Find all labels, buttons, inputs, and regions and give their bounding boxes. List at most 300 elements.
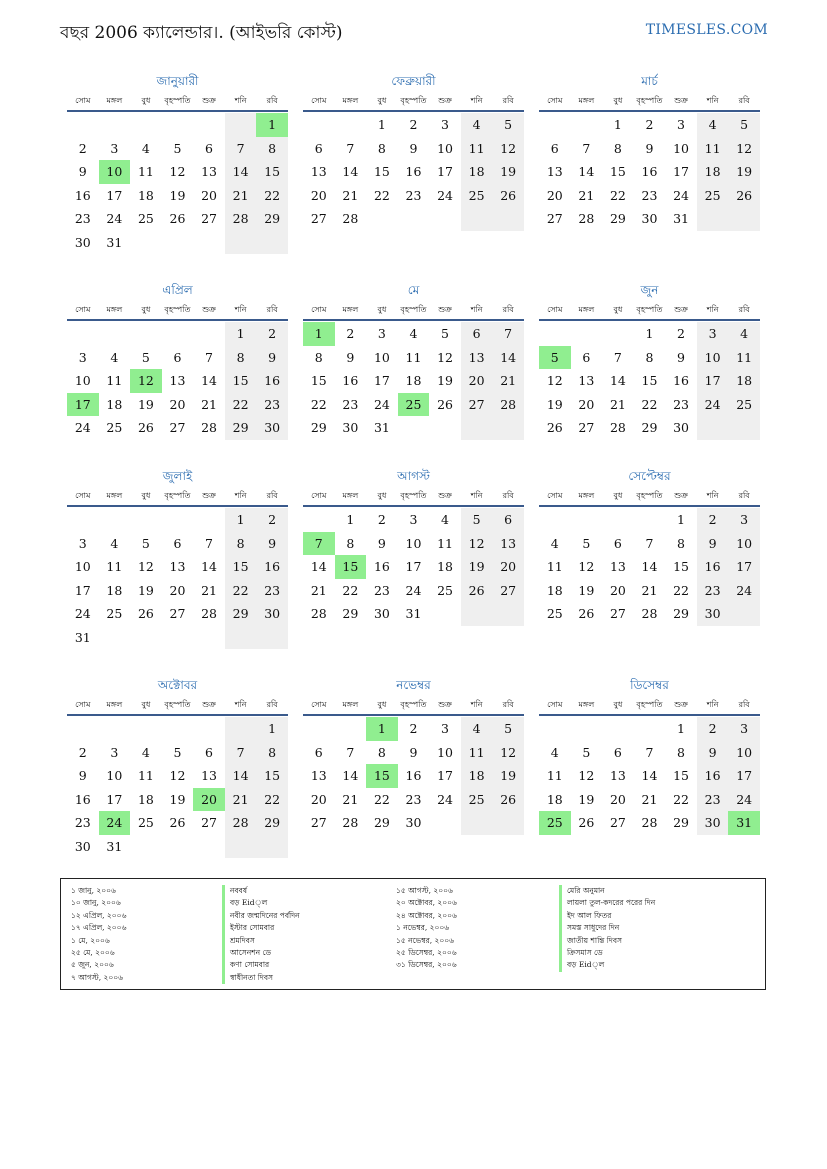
- weekday-label: শুক্র: [674, 96, 688, 105]
- weekday-label: শুক্র: [674, 305, 688, 314]
- holiday-day: 15: [366, 764, 398, 788]
- day-cell: 19: [437, 373, 453, 388]
- day-cell: 13: [310, 768, 327, 783]
- day-cell: 18: [437, 559, 453, 574]
- empty-cell: [99, 508, 131, 532]
- day-cell: 21: [492, 369, 524, 393]
- day-cell: 31: [405, 606, 422, 621]
- day-cell: 16: [74, 187, 91, 203]
- day-cell: 1: [677, 512, 685, 527]
- weekday-label: শনি: [706, 491, 719, 500]
- day-cell: 13: [492, 532, 524, 556]
- empty-cell: [539, 508, 571, 532]
- day-cell: 29: [373, 815, 390, 830]
- day-cell: 9: [346, 349, 355, 365]
- day-cell: 16: [697, 555, 729, 579]
- month-calendar: [67, 281, 288, 440]
- day-cell: 11: [137, 164, 154, 179]
- day-cell: 13: [546, 164, 563, 179]
- month-name: জানুয়ারী: [156, 74, 199, 88]
- weekday-header: [539, 94, 760, 112]
- empty-cell: [256, 626, 288, 650]
- day-cell: 10: [697, 346, 729, 370]
- day-cell: 17: [437, 164, 453, 179]
- day-cell: 24: [437, 791, 453, 807]
- day-cell: 4: [409, 326, 418, 341]
- empty-cell: [225, 835, 257, 859]
- day-cell: 25: [461, 788, 493, 812]
- day-cell: 2: [256, 508, 288, 532]
- weekday-label: মঙ্গল: [106, 491, 123, 500]
- day-cell: 15: [673, 559, 689, 574]
- day-cell: 24: [673, 187, 689, 203]
- day-cell: 27: [310, 815, 327, 830]
- day-cell: 31: [74, 629, 91, 645]
- day-cell: 28: [225, 811, 257, 835]
- day-cell: 13: [201, 768, 217, 783]
- empty-cell: [162, 717, 194, 741]
- day-cell: 9: [409, 140, 418, 156]
- day-cell: 30: [74, 234, 91, 250]
- day-cell: 28: [225, 207, 257, 231]
- weekday-label: বুধ: [377, 96, 387, 105]
- day-cell: 16: [74, 791, 91, 807]
- day-cell: 22: [641, 396, 658, 412]
- legend-date: ১ মে, ২০০৬: [71, 935, 110, 945]
- day-cell: 30: [697, 811, 729, 835]
- weekday-header: [539, 489, 760, 507]
- day-cell: 4: [110, 349, 119, 365]
- day-cell: 21: [342, 791, 359, 807]
- empty-cell: [99, 717, 131, 741]
- empty-cell: [162, 626, 194, 650]
- day-cell: 19: [137, 582, 154, 598]
- day-cell: 6: [613, 744, 622, 760]
- day-cell: 29: [673, 815, 689, 830]
- legend-holiday-name: শ্রমদিবস: [222, 935, 300, 947]
- day-cell: 19: [169, 187, 186, 203]
- day-cell: 10: [728, 741, 760, 765]
- holiday-day: 25: [539, 811, 571, 835]
- day-cell: 2: [697, 717, 729, 741]
- day-cell: 30: [673, 420, 689, 435]
- day-cell: 6: [582, 349, 591, 365]
- holiday-day: 17: [67, 393, 99, 417]
- empty-cell: [602, 717, 634, 741]
- day-cell: 28: [492, 393, 524, 417]
- legend-date: ১৫ নভেম্বর, ২০০৬: [396, 935, 455, 945]
- day-cell: 21: [342, 187, 359, 203]
- day-cell: 14: [310, 559, 327, 574]
- weekday-label: সোম: [311, 96, 327, 105]
- day-cell: 3: [409, 512, 418, 527]
- day-cell: 17: [373, 373, 390, 388]
- day-cell: 20: [546, 187, 563, 203]
- day-cell: 24: [728, 788, 760, 812]
- empty-cell: [634, 508, 666, 532]
- weekday-header: [539, 698, 760, 716]
- day-cell: 1: [256, 717, 288, 741]
- weekday-label: বৃহস্পতি: [164, 96, 191, 105]
- legend-holiday-name: ক্রিসমাস ডে: [559, 947, 655, 959]
- weekday-label: শনি: [470, 700, 483, 709]
- empty-cell: [429, 602, 461, 626]
- day-cell: 7: [346, 744, 355, 760]
- weekday-label: মঙ্গল: [578, 700, 595, 709]
- days-grid: [303, 113, 524, 231]
- weekday-label: শুক্র: [438, 700, 452, 709]
- days-grid: [303, 508, 524, 626]
- month-name: মে: [407, 283, 420, 297]
- day-cell: 28: [201, 420, 217, 435]
- weekday-label: শুক্র: [202, 491, 216, 500]
- legend-holiday-name: কণা সোমবার: [222, 959, 300, 971]
- weekday-label: রবি: [502, 491, 514, 500]
- weekday-header: [67, 94, 288, 112]
- day-cell: 8: [613, 140, 622, 156]
- days-grid: [539, 113, 760, 231]
- day-cell: 9: [697, 741, 729, 765]
- day-cell: 17: [74, 582, 91, 598]
- legend-holiday-name: ইদ আল ফিতর: [559, 910, 655, 922]
- day-cell: 17: [697, 369, 729, 393]
- weekday-label: শনি: [470, 305, 483, 314]
- empty-cell: [492, 602, 524, 626]
- day-cell: 14: [641, 559, 658, 574]
- legend-date: ২৫ ডিসেম্বর, ২০০৬: [396, 948, 457, 958]
- day-cell: 26: [578, 815, 595, 830]
- day-cell: 6: [205, 140, 213, 156]
- day-cell: 30: [373, 606, 390, 621]
- weekday-label: রবি: [266, 305, 278, 314]
- day-cell: 24: [697, 393, 729, 417]
- legend-date: ১ জানু, ২০০৬: [71, 886, 116, 895]
- days-grid: [67, 322, 288, 440]
- day-cell: 18: [461, 764, 493, 788]
- weekday-label: বৃহস্পতি: [636, 305, 663, 314]
- day-cell: 21: [609, 396, 626, 412]
- weekday-label: সোম: [75, 491, 91, 500]
- month-name: অক্টোবর: [157, 678, 198, 692]
- legend-date: ৭ আগস্ট, ২০০৬: [71, 972, 124, 982]
- day-cell: 22: [609, 187, 626, 203]
- day-cell: 20: [609, 791, 626, 807]
- day-cell: 23: [373, 582, 390, 598]
- day-cell: 25: [546, 606, 563, 621]
- day-cell: 13: [169, 373, 186, 388]
- month-calendar: [303, 467, 524, 626]
- month-name: জুলাই: [162, 469, 193, 483]
- day-cell: 28: [578, 211, 595, 226]
- empty-cell: [335, 717, 367, 741]
- day-cell: 19: [169, 791, 186, 807]
- weekday-label: সোম: [75, 700, 91, 709]
- empty-cell: [697, 416, 729, 440]
- day-cell: 18: [546, 582, 563, 598]
- day-cell: 22: [256, 184, 288, 208]
- weekday-label: শুক্র: [202, 96, 216, 105]
- holiday-day: 7: [303, 532, 335, 556]
- weekday-label: রবি: [266, 491, 278, 500]
- weekday-label: মঙ্গল: [342, 700, 359, 709]
- day-cell: 1: [613, 117, 622, 132]
- day-cell: 9: [78, 164, 87, 179]
- day-cell: 13: [609, 768, 626, 783]
- weekday-label: রবি: [502, 96, 514, 105]
- day-cell: 18: [106, 396, 123, 412]
- days-grid: [67, 717, 288, 858]
- day-cell: 17: [728, 764, 760, 788]
- days-grid: [67, 508, 288, 649]
- empty-cell: [634, 717, 666, 741]
- empty-cell: [162, 231, 194, 255]
- day-cell: 22: [673, 791, 689, 807]
- day-cell: 22: [225, 579, 257, 603]
- day-cell: 25: [106, 606, 123, 621]
- weekday-label: বৃহস্পতি: [400, 96, 427, 105]
- day-cell: 7: [645, 535, 654, 551]
- weekday-label: মঙ্গল: [578, 491, 595, 500]
- day-cell: 27: [461, 393, 493, 417]
- empty-cell: [539, 113, 571, 137]
- empty-cell: [99, 322, 131, 346]
- day-cell: 15: [256, 764, 288, 788]
- day-cell: 22: [373, 187, 390, 203]
- legend-dates-right: [396, 885, 457, 972]
- day-cell: 24: [728, 579, 760, 603]
- day-cell: 4: [461, 113, 493, 137]
- weekday-label: মঙ্গল: [106, 305, 123, 314]
- day-cell: 31: [106, 838, 123, 854]
- day-cell: 7: [645, 744, 654, 760]
- legend-date: ১২ এপ্রিল, ২০০৬: [71, 910, 127, 920]
- legend-date: ২৫ মে, ২০০৬: [71, 948, 115, 958]
- brand-link[interactable]: TIMESLES.COM: [645, 22, 768, 38]
- day-cell: 16: [405, 164, 422, 179]
- month-calendar: [539, 676, 760, 835]
- month-calendar: [67, 72, 288, 254]
- day-cell: 23: [74, 211, 91, 226]
- day-cell: 19: [546, 396, 563, 412]
- day-cell: 21: [578, 187, 595, 203]
- day-cell: 29: [256, 207, 288, 231]
- legend-holiday-name: লায়লা তুল-কদরের পরের দিন: [559, 897, 655, 909]
- month-name: ডিসেম্বর: [630, 678, 669, 692]
- month-name: মার্চ: [641, 74, 658, 88]
- day-cell: 8: [377, 140, 386, 156]
- day-cell: 7: [613, 349, 622, 365]
- empty-cell: [225, 626, 257, 650]
- day-cell: 20: [310, 187, 327, 203]
- legend-holiday-name: ইস্টার সোমবার: [222, 922, 300, 934]
- day-cell: 31: [673, 211, 689, 226]
- legend-holiday-name: জাতীয় শান্তি দিবস: [559, 935, 655, 947]
- day-cell: 8: [377, 744, 386, 760]
- holiday-day: 25: [398, 393, 430, 417]
- day-cell: 6: [173, 535, 182, 551]
- day-cell: 19: [728, 160, 760, 184]
- empty-cell: [303, 508, 335, 532]
- day-cell: 14: [342, 164, 359, 179]
- day-cell: 3: [78, 349, 87, 365]
- weekday-label: শুক্র: [674, 700, 688, 709]
- month-calendar: [539, 281, 760, 440]
- empty-cell: [225, 717, 257, 741]
- day-cell: 2: [409, 117, 418, 132]
- days-grid: [539, 508, 760, 626]
- day-cell: 15: [673, 768, 689, 783]
- day-cell: 10: [437, 140, 453, 156]
- empty-cell: [130, 717, 162, 741]
- day-cell: 2: [697, 508, 729, 532]
- empty-cell: [225, 113, 257, 137]
- day-cell: 27: [609, 815, 626, 830]
- day-cell: 11: [405, 349, 422, 365]
- day-cell: 27: [169, 420, 186, 435]
- day-cell: 27: [201, 211, 217, 226]
- day-cell: 20: [461, 369, 493, 393]
- day-cell: 28: [310, 606, 327, 621]
- legend-date: ১ নভেম্বর, ২০০৬: [396, 923, 450, 933]
- day-cell: 10: [373, 349, 390, 365]
- weekday-label: বুধ: [613, 491, 623, 500]
- weekday-label: সোম: [75, 96, 91, 105]
- day-cell: 3: [377, 326, 386, 341]
- empty-cell: [571, 717, 603, 741]
- day-cell: 22: [342, 582, 359, 598]
- empty-cell: [303, 113, 335, 137]
- holiday-day: 1: [366, 717, 398, 741]
- day-cell: 10: [405, 535, 422, 551]
- weekday-label: বুধ: [377, 700, 387, 709]
- day-cell: 25: [437, 582, 453, 598]
- day-cell: 6: [613, 535, 622, 551]
- days-grid: [303, 717, 524, 835]
- day-cell: 20: [578, 396, 595, 412]
- day-cell: 27: [546, 211, 563, 226]
- day-cell: 26: [728, 184, 760, 208]
- day-cell: 23: [256, 579, 288, 603]
- day-cell: 9: [78, 768, 87, 783]
- day-cell: 13: [609, 559, 626, 574]
- day-cell: 28: [641, 815, 658, 830]
- legend-date: ৩১ ডিসেম্বর, ২০০৬: [396, 960, 457, 970]
- day-cell: 17: [728, 555, 760, 579]
- weekday-label: রবি: [738, 96, 750, 105]
- day-cell: 16: [673, 373, 689, 388]
- month-calendar: [539, 467, 760, 626]
- day-cell: 3: [78, 535, 87, 551]
- day-cell: 11: [137, 768, 154, 783]
- day-cell: 18: [546, 791, 563, 807]
- day-cell: 20: [609, 582, 626, 598]
- weekday-label: বৃহস্পতি: [400, 305, 427, 314]
- weekday-label: বুধ: [613, 700, 623, 709]
- holiday-legend: [60, 878, 766, 990]
- day-cell: 28: [641, 606, 658, 621]
- day-cell: 8: [346, 535, 355, 551]
- day-cell: 26: [492, 788, 524, 812]
- day-cell: 21: [310, 582, 327, 598]
- day-cell: 15: [373, 164, 390, 179]
- day-cell: 13: [201, 164, 217, 179]
- day-cell: 23: [641, 187, 658, 203]
- day-cell: 6: [550, 140, 559, 156]
- day-cell: 27: [169, 606, 186, 621]
- weekday-label: বৃহস্পতি: [636, 700, 663, 709]
- day-cell: 11: [437, 535, 453, 551]
- day-cell: 14: [225, 160, 257, 184]
- weekday-label: বৃহস্পতি: [164, 305, 191, 314]
- month-calendar: [67, 676, 288, 858]
- weekday-label: মঙ্গল: [342, 305, 359, 314]
- weekday-label: সোম: [547, 700, 563, 709]
- empty-cell: [492, 207, 524, 231]
- day-cell: 17: [437, 768, 453, 783]
- day-cell: 6: [205, 744, 213, 760]
- day-cell: 9: [256, 532, 288, 556]
- day-cell: 7: [205, 535, 213, 551]
- day-cell: 1: [677, 721, 685, 736]
- day-cell: 12: [492, 137, 524, 161]
- empty-cell: [492, 416, 524, 440]
- empty-cell: [193, 231, 225, 255]
- day-cell: 16: [697, 764, 729, 788]
- day-cell: 28: [342, 211, 359, 226]
- day-cell: 2: [346, 326, 355, 341]
- legend-holiday-name: স্বাধীনতা দিবস: [222, 972, 300, 984]
- day-cell: 8: [677, 744, 685, 760]
- day-cell: 23: [405, 187, 422, 203]
- day-cell: 5: [492, 113, 524, 137]
- weekday-label: মঙ্গল: [106, 96, 123, 105]
- weekday-label: মঙ্গল: [578, 305, 595, 314]
- weekday-label: শনি: [234, 96, 247, 105]
- day-cell: 29: [310, 420, 327, 435]
- day-cell: 5: [728, 113, 760, 137]
- day-cell: 12: [437, 349, 453, 365]
- day-cell: 25: [137, 211, 154, 226]
- empty-cell: [539, 322, 571, 346]
- day-cell: 8: [314, 349, 323, 365]
- weekday-label: শুক্র: [202, 305, 216, 314]
- day-cell: 6: [461, 322, 493, 346]
- day-cell: 29: [225, 416, 257, 440]
- day-cell: 3: [441, 721, 449, 736]
- weekday-label: সোম: [547, 305, 563, 314]
- legend-holiday-name: নবীর জন্মদিনের পর্বদিন: [222, 910, 300, 922]
- day-cell: 14: [641, 768, 658, 783]
- day-cell: 7: [492, 322, 524, 346]
- day-cell: 8: [677, 535, 685, 551]
- empty-cell: [492, 811, 524, 835]
- day-cell: 2: [78, 140, 87, 156]
- empty-cell: [67, 113, 99, 137]
- day-cell: 21: [641, 791, 658, 807]
- legend-date: ১৭ এপ্রিল, ২০০৬: [71, 923, 127, 933]
- day-cell: 17: [405, 559, 422, 574]
- weekday-label: বুধ: [141, 305, 151, 314]
- day-cell: 5: [492, 717, 524, 741]
- day-cell: 26: [437, 396, 453, 412]
- day-cell: 7: [582, 140, 591, 156]
- month-calendar: [303, 72, 524, 231]
- empty-cell: [193, 113, 225, 137]
- day-cell: 5: [173, 744, 182, 760]
- day-cell: 23: [697, 579, 729, 603]
- day-cell: 4: [550, 535, 559, 551]
- day-cell: 18: [697, 160, 729, 184]
